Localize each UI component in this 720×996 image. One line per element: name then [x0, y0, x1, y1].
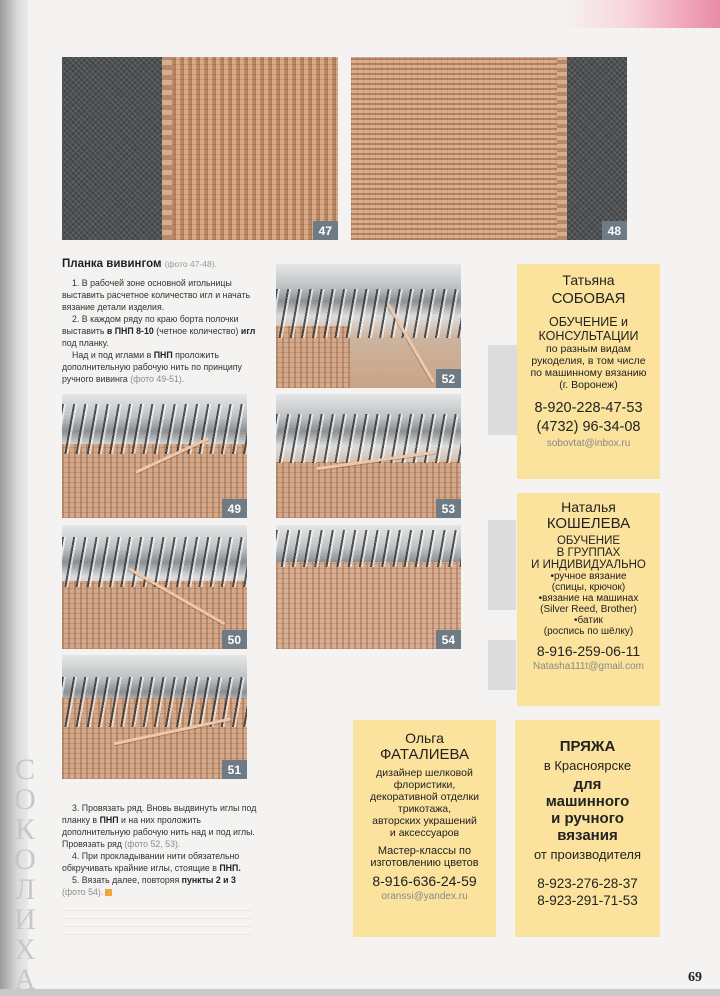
photo-number-54: 54 — [436, 630, 461, 649]
side-letter: Х — [14, 933, 36, 966]
photo-number-51: 51 — [222, 760, 247, 779]
photo-50 — [62, 525, 247, 649]
page-number: 69 — [688, 970, 702, 985]
ad2-bullet-1-sub: (спицы, крючок) — [551, 582, 626, 593]
photo-number-49: 49 — [222, 499, 247, 518]
ad3-line-3: декоративной отделки — [370, 791, 479, 803]
ad3-line-5: авторских украшений — [372, 815, 477, 827]
photo-49 — [62, 394, 247, 518]
ad4-line-4: машинного — [545, 793, 630, 810]
ad3-line-1: дизайнер шелковой — [376, 767, 473, 779]
p2-text2: (четное количество) — [153, 326, 241, 336]
side-letter: А — [14, 963, 36, 996]
ad3-email: oranssi@yandex.ru — [381, 891, 468, 902]
ad4-line-2: в Красноярске — [543, 758, 632, 773]
ad4-line-5: и ручного — [551, 810, 624, 827]
ad1-line-1: по разным видам — [546, 343, 631, 355]
p4-bold: ПНП — [99, 815, 119, 825]
ad1-heading-1: ОБУЧЕНИЕ и — [548, 315, 629, 329]
ad-tatyana-sobovaya — [517, 264, 660, 479]
ad3-line-4: трикотажа, — [397, 803, 452, 815]
ad1-phone-2: (4732) 96-34-08 — [536, 419, 641, 435]
ad-natalya-kosheleva — [517, 493, 660, 706]
ad4-line-6: вязания — [557, 827, 618, 844]
side-vertical-text — [10, 755, 40, 995]
ad-yarn-krasnoyarsk — [515, 720, 660, 937]
ad1-line-2: рукоделия, в том числе — [531, 355, 646, 367]
p5-bold: ПНП. — [219, 863, 241, 873]
ad2-bullet-2-sub: (Silver Reed, Brother) — [540, 604, 637, 615]
ad4-phone-1: 8-923-276-28-37 — [537, 876, 638, 891]
p3-ref: (фото 49-51). — [130, 374, 185, 384]
top-color-band — [560, 0, 720, 28]
photo-number-53: 53 — [436, 499, 461, 518]
photo-number-50: 50 — [222, 630, 247, 649]
ad2-last-name: КОШЕЛЕВА — [546, 515, 631, 532]
article-title-ref: (фото 47-48). — [164, 259, 217, 269]
side-letter: О — [14, 783, 36, 816]
side-letter: К — [14, 813, 35, 846]
ad1-heading-2: КОНСУЛЬТАЦИИ — [538, 329, 639, 343]
photo-number-47: 47 — [313, 221, 338, 240]
paragraph-2 — [62, 313, 262, 349]
ad4-phone-2: 8-923-291-71-53 — [537, 893, 638, 908]
article-title-text: Планка вивингом — [62, 258, 162, 270]
ad4-title: ПРЯЖА — [559, 738, 616, 755]
p4-text: 3. Провязать ряд. Вновь выдвинуть иглы под планку в — [62, 803, 257, 825]
ad2-bullet-2: •вязание на машинах — [538, 593, 639, 604]
photo-number-52: 52 — [436, 369, 461, 388]
paragraph-4 — [62, 802, 262, 850]
ad3-masterclass-2: изготовлению цветов — [370, 857, 479, 869]
ad1-phone-1: 8-920-228-47-53 — [534, 400, 643, 416]
ad2-phone: 8-916-259-06-11 — [536, 643, 641, 659]
ad2-bullet-3: •батик — [574, 615, 603, 626]
ad-olga-fatalieva — [353, 720, 496, 937]
instructions-bottom — [62, 802, 262, 898]
ad1-last-name: СОБОВАЯ — [551, 290, 626, 307]
ad1-line-4: (г. Воронеж) — [559, 379, 618, 391]
p6-text: 5. Вязать далее, повторяя — [72, 875, 182, 885]
photo-53 — [276, 394, 461, 518]
side-letter: Л — [14, 873, 36, 906]
photo-51 — [62, 655, 247, 779]
p4-text2: и на них проложить дополнительную рабочую нить над и под иглы. Провязать ряд — [62, 815, 255, 849]
p3-bold: ПНП — [153, 350, 173, 360]
p3-text: Над и под иглами в — [72, 350, 154, 360]
p2-bold: в ПНП 8-10 — [106, 326, 154, 336]
photo-54 — [276, 525, 461, 649]
side-letter: И — [14, 903, 36, 936]
instructions-top — [62, 277, 262, 385]
end-mark-icon — [105, 889, 112, 896]
ad1-email: sobovtat@inbox.ru — [546, 438, 631, 449]
ad2-bullet-1: •ручное вязание — [550, 571, 627, 582]
ad3-line-6: и аксессуаров — [389, 827, 460, 839]
ad3-line-2: флористики, — [393, 779, 456, 791]
ad2-heading-2: В ГРУППАХ — [556, 547, 621, 559]
side-letter: С — [14, 753, 35, 786]
p6-ref: (фото 54). — [62, 887, 104, 897]
ad-background-strip — [488, 345, 520, 435]
p2-text3: под планку. — [62, 338, 109, 348]
ad1-line-3: по машинному вязанию — [530, 367, 647, 379]
ad4-line-3: для — [573, 776, 602, 793]
paragraph-3 — [62, 349, 262, 385]
paragraph-6 — [62, 874, 262, 898]
ad2-heading-1: ОБУЧЕНИЕ — [556, 535, 621, 547]
paragraph-5 — [62, 850, 262, 874]
ad4-line-7: от производителя — [533, 847, 641, 862]
ad3-last-name: ФАТАЛИЕВА — [379, 746, 470, 763]
ad-background-strip — [488, 520, 516, 610]
p4-ref: (фото 52, 53). — [124, 839, 181, 849]
p2-text: 2. В каждом ряду по краю борта полочки выставить — [62, 314, 239, 336]
ad2-heading-3: И ИНДИВИДУАЛЬНО — [531, 559, 646, 571]
ad3-phone: 8-916-636-24-59 — [372, 873, 477, 889]
faint-footer-lines — [62, 905, 252, 935]
ad1-first-name: Татьяна — [562, 272, 615, 288]
p5-text: 4. При прокладывании нити обязательно обкручивать крайние иглы, стоящие в — [62, 851, 240, 873]
ad3-masterclass-1: Мастер-классы по — [377, 845, 472, 857]
article-title — [62, 258, 217, 270]
paragraph-1: 1. В рабочей зоне основной игольницы выставить расчетное количество игл и начать вязание детали изделия. — [62, 278, 251, 312]
photo-47 — [62, 57, 338, 240]
p3-text2: проложить дополнительную рабочую нить по принципу ручного вивинга — [62, 350, 242, 384]
p2-bold2: игл — [240, 326, 256, 336]
ad2-email: Natasha111t@gmail.com — [533, 661, 644, 672]
photo-number-48: 48 — [602, 221, 627, 240]
photo-52 — [276, 264, 461, 388]
p6-bold: пункты 2 и 3 — [181, 875, 236, 885]
ad2-first-name: Наталья — [561, 499, 616, 515]
ad-background-strip — [488, 640, 516, 690]
ad3-first-name: Ольга — [405, 730, 444, 746]
ad2-bullet-3-sub: (роспись по шёлку) — [543, 626, 634, 637]
side-letter: О — [14, 843, 36, 876]
photo-48 — [351, 57, 627, 240]
